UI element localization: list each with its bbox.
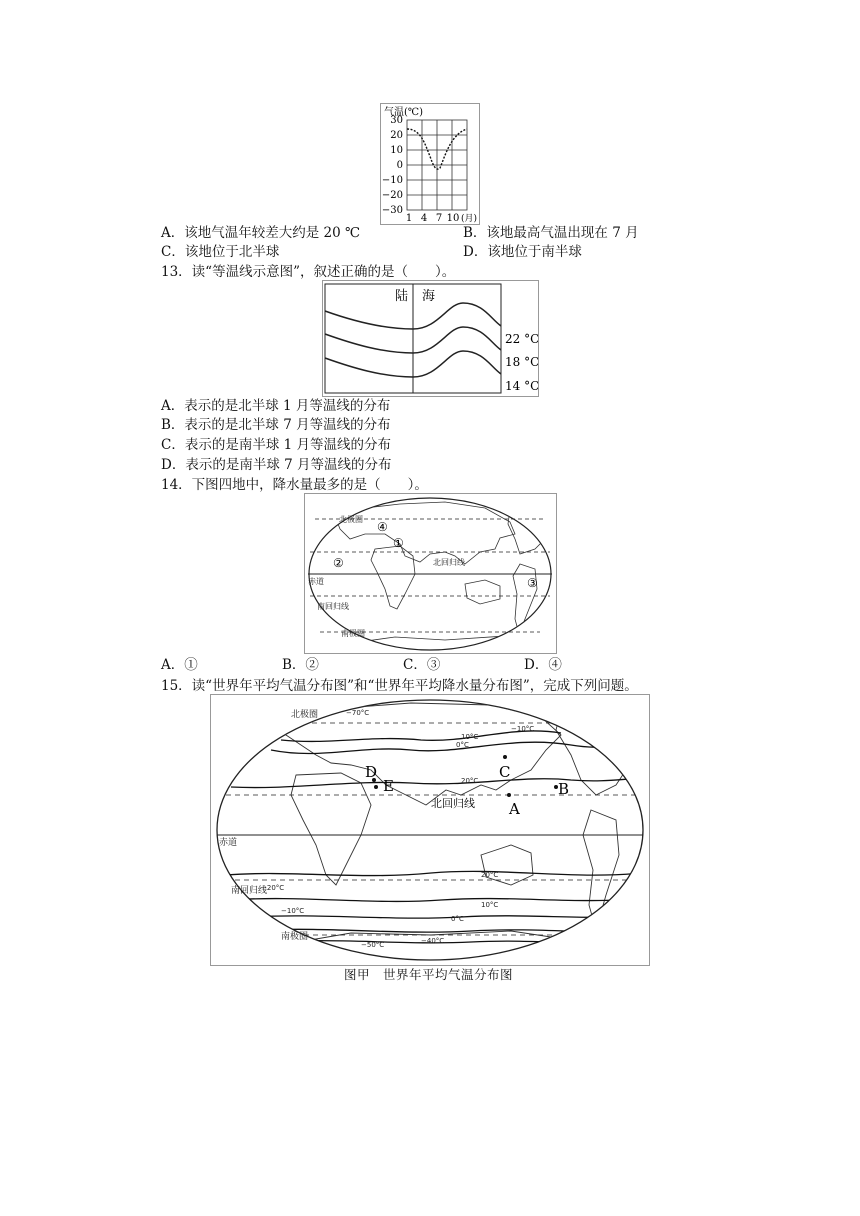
antarctic-label: 南极圈 bbox=[281, 932, 309, 942]
point-a-dot bbox=[507, 793, 511, 797]
continent-s-america bbox=[583, 810, 619, 930]
isotherm-label-14: 14 °C bbox=[505, 379, 538, 393]
isotherm-label: 0°C bbox=[456, 741, 469, 749]
q14-option-b[interactable]: B．② bbox=[282, 657, 319, 673]
q14-world-map bbox=[304, 493, 557, 654]
continent-africa bbox=[371, 546, 415, 609]
isotherm-label: −50°C bbox=[361, 941, 385, 949]
xtick: 7 bbox=[435, 213, 443, 224]
isotherm-label-22: 22 °C bbox=[505, 332, 538, 346]
q12-option-b[interactable]: B．该地最高气温出现在 7 月 bbox=[463, 225, 639, 241]
equator-label: 赤道 bbox=[219, 838, 238, 848]
marker-1: ① bbox=[393, 536, 404, 550]
isotherm-label: −20°C bbox=[261, 884, 285, 892]
ytick: 20 bbox=[390, 130, 403, 141]
isotherm-label: 0°C bbox=[451, 915, 464, 923]
sea-label: 海 bbox=[422, 289, 436, 304]
point-c-label: C bbox=[499, 763, 511, 781]
tropic-n-label: 北回归线 bbox=[431, 797, 475, 810]
equator-label: 赤道 bbox=[308, 577, 324, 586]
antarctic-label: 南极圈 bbox=[341, 629, 365, 638]
q14-option-c[interactable]: C．③ bbox=[403, 657, 441, 673]
tropic-n-label: 北回归线 bbox=[433, 558, 465, 567]
q14-option-a[interactable]: A．① bbox=[161, 657, 198, 673]
xtick: 4 bbox=[420, 213, 428, 224]
isotherm-label: −70°C bbox=[346, 709, 370, 717]
q13-option-a[interactable]: A．表示的是北半球 1 月等温线的分布 bbox=[161, 398, 391, 414]
ytick: −30 bbox=[381, 205, 403, 216]
arctic-label: 北极圈 bbox=[339, 515, 363, 524]
isotherm-label-18: 18 °C bbox=[505, 355, 538, 369]
point-c-dot bbox=[503, 755, 507, 759]
q12-option-a[interactable]: A．该地气温年较差大约是 20 ℃ bbox=[161, 225, 361, 241]
isotherm-south-minus20 bbox=[291, 941, 606, 944]
q14-stem: 14．下图四地中，降水量最多的是（ ）。 bbox=[161, 477, 428, 493]
tropic-s-label: 南回归线 bbox=[317, 602, 349, 611]
point-b-label: B bbox=[558, 780, 570, 798]
q15-world-temperature-map bbox=[210, 694, 650, 966]
tropic-s-label: 南回归线 bbox=[231, 886, 268, 896]
ytick: 10 bbox=[390, 145, 403, 156]
ytick: 30 bbox=[390, 115, 403, 126]
isotherm-label: 20°C bbox=[481, 871, 499, 879]
isotherm-label: −10°C bbox=[511, 725, 535, 733]
isotherm-label: 10°C bbox=[481, 901, 499, 909]
continent-greenland bbox=[317, 510, 335, 526]
continent-antarctica bbox=[345, 636, 535, 644]
continent-australia bbox=[481, 845, 533, 885]
ytick: −10 bbox=[381, 175, 403, 186]
q13-option-b[interactable]: B．表示的是北半球 7 月等温线的分布 bbox=[161, 417, 391, 433]
isotherm-south-minus10 bbox=[266, 929, 626, 932]
q13-stem: 13．读“等温线示意图”，叙述正确的是（ ）。 bbox=[161, 264, 456, 280]
q14-option-d[interactable]: D．④ bbox=[524, 657, 562, 673]
xtick: 1 bbox=[405, 213, 413, 224]
ytick: 0 bbox=[396, 160, 403, 171]
continent-australia bbox=[465, 580, 500, 604]
marker-3: ③ bbox=[527, 576, 538, 590]
marker-2: ② bbox=[333, 556, 344, 570]
isotherm-label: −10°C bbox=[281, 907, 305, 915]
point-e-label: E bbox=[383, 777, 394, 795]
arctic-label: 北极圈 bbox=[291, 710, 319, 720]
q12-temperature-chart bbox=[380, 103, 480, 225]
isotherm-south-20 bbox=[226, 871, 641, 875]
point-d-label: D bbox=[365, 763, 378, 781]
q13-option-d[interactable]: D．表示的是南半球 7 月等温线的分布 bbox=[161, 457, 392, 473]
q15-figure-caption: 图甲 世界年平均气温分布图 bbox=[344, 967, 514, 982]
isotherm-label: 10°C bbox=[461, 733, 479, 741]
isotherm-label: −40°C bbox=[421, 937, 445, 945]
point-e-dot bbox=[374, 785, 378, 789]
isotherm-south-0 bbox=[251, 915, 636, 918]
ytick: −20 bbox=[381, 190, 403, 201]
q12-option-c[interactable]: C．该地位于北半球 bbox=[161, 244, 280, 260]
q15-stem: 15．读“世界年平均气温分布图”和“世界年平均降水量分布图”，完成下列问题。 bbox=[161, 678, 638, 694]
q13-option-c[interactable]: C．表示的是南半球 1 月等温线的分布 bbox=[161, 437, 392, 453]
xtick: 10 bbox=[446, 213, 460, 224]
continent-africa bbox=[291, 773, 371, 885]
isotherm-label: 20°C bbox=[461, 777, 479, 785]
map-outline bbox=[217, 700, 643, 960]
q13-isotherm-figure bbox=[322, 280, 539, 397]
point-a-label: A bbox=[509, 800, 520, 818]
chart-ylabel: 气温(℃) bbox=[384, 107, 423, 118]
isotherm-south-10 bbox=[231, 898, 641, 901]
q12-option-d[interactable]: D．该地位于南半球 bbox=[463, 244, 582, 260]
marker-4: ④ bbox=[377, 520, 388, 534]
land-label: 陆 bbox=[395, 289, 409, 304]
xaxis-unit: (月) bbox=[461, 214, 478, 224]
